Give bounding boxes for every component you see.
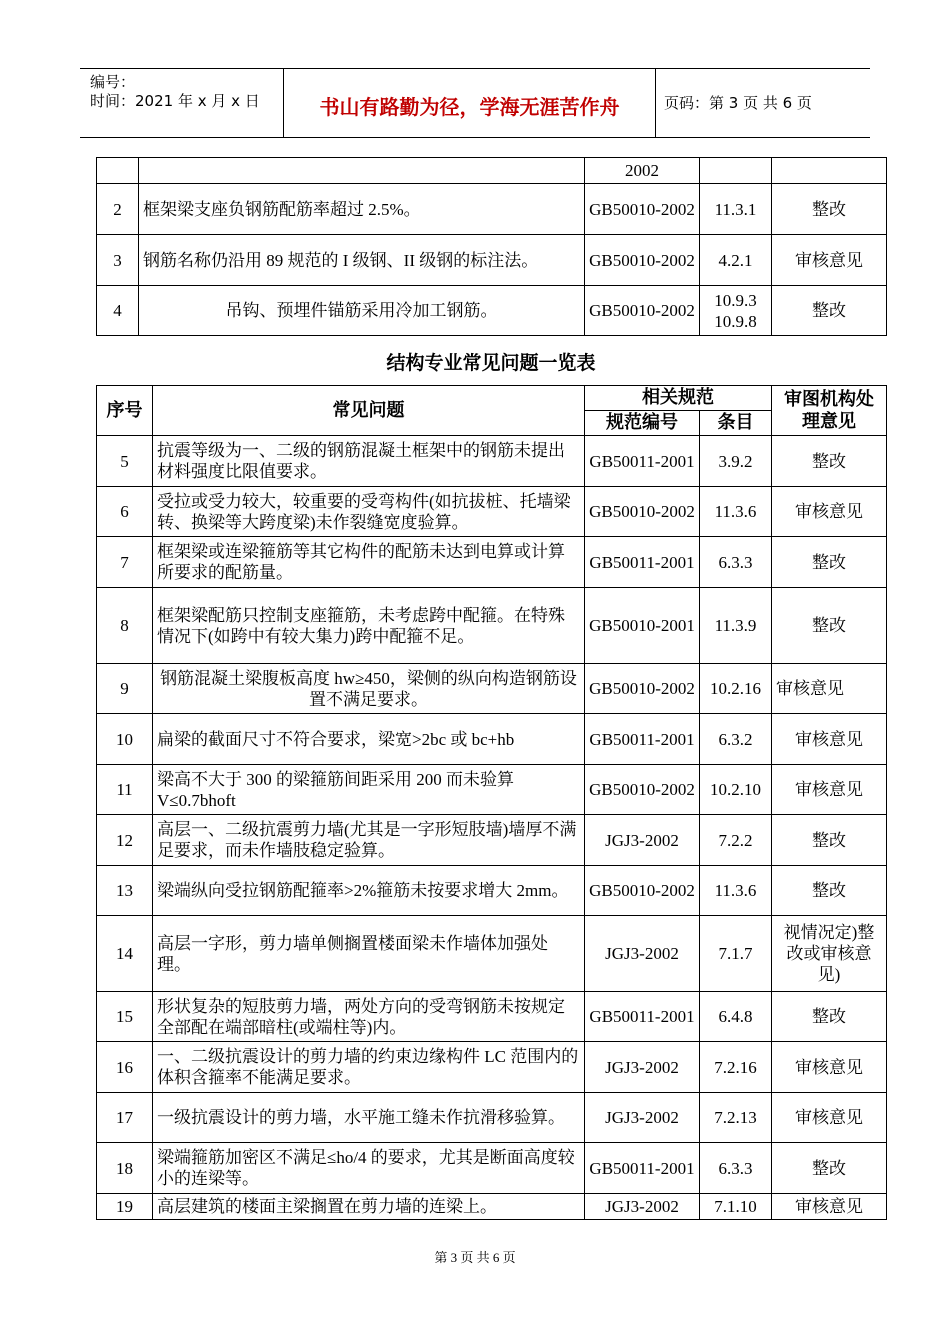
table-row (97, 1194, 887, 1220)
row-seq: 9 (97, 664, 153, 714)
row-opinion: 整改 (772, 992, 887, 1042)
row-opinion: 整改 (772, 286, 887, 336)
row-seq: 16 (97, 1042, 153, 1093)
row-opinion: 审核意见 (772, 1042, 887, 1093)
row-opinion: 视情况定)整改或审核意见) (772, 916, 887, 992)
row-seq: 8 (97, 588, 153, 664)
row-clause: 6.3.3 (700, 537, 772, 588)
row-clause: 11.3.9 (700, 588, 772, 664)
table-row (97, 158, 887, 184)
row-code: GB50010-2002 (585, 866, 700, 916)
row-opinion: 整改 (772, 537, 887, 588)
row-clause: 7.1.10 (700, 1194, 772, 1220)
page-footer: 第 3 页 共 6 页 (434, 1250, 516, 1265)
row-clause: 7.2.13 (700, 1093, 772, 1143)
table-row (97, 235, 887, 286)
row-code: JGJ3-2002 (585, 1042, 700, 1093)
table-row (97, 1093, 887, 1143)
row-opinion: 审核意见 (772, 664, 887, 714)
row-code: GB50011-2001 (585, 1143, 700, 1194)
row-code: GB50010-2002 (585, 235, 700, 286)
row-code: JGJ3-2002 (585, 916, 700, 992)
row-clause: 11.3.1 (700, 184, 772, 235)
row-seq: 13 (97, 866, 153, 916)
row-code: GB50010-2001 (585, 588, 700, 664)
header-row (97, 386, 887, 411)
row-issue: 梁端纵向受拉钢筋配箍率>2%箍筋未按要求增大 2mm。 (153, 866, 585, 916)
header-opinion: 审图机构处理意见 (772, 386, 887, 436)
row-clause (700, 158, 772, 184)
row-issue: 抗震等级为一、二级的钢筋混凝土框架中的钢筋未提出材料强度比限值要求。 (153, 436, 585, 487)
row-clause: 10.2.16 (700, 664, 772, 714)
row-opinion: 审核意见 (772, 1194, 887, 1220)
header-page-cell (656, 69, 870, 137)
row-opinion: 审核意见 (772, 714, 887, 765)
row-opinion: 审核意见 (772, 765, 887, 815)
header-seq: 序号 (97, 386, 153, 436)
row-seq (97, 158, 139, 184)
row-opinion: 审核意见 (772, 1093, 887, 1143)
row-seq: 6 (97, 487, 153, 537)
row-opinion: 整改 (772, 1143, 887, 1194)
header-issue: 常见问题 (153, 386, 585, 436)
row-opinion: 审核意见 (772, 487, 887, 537)
row-issue: 框架梁支座负钢筋配筋率超过 2.5%。 (139, 184, 585, 235)
table-row (97, 664, 887, 714)
table-row (97, 1143, 887, 1194)
row-seq: 4 (97, 286, 139, 336)
row-clause: 6.3.2 (700, 714, 772, 765)
row-issue: 高层一、二级抗震剪力墙(尤其是一字形短肢墙)墙厚不满足要求，而未作墙肢稳定验算。 (153, 815, 585, 866)
row-clause: 7.1.7 (700, 916, 772, 992)
header-spec-code: 规范编号 (585, 411, 700, 436)
time-label: 时间：2021 年 x 月 x 日 (90, 92, 260, 110)
page-header (80, 68, 870, 138)
table-row (97, 714, 887, 765)
row-seq: 3 (97, 235, 139, 286)
table-row (97, 487, 887, 537)
row-clause: 10.2.10 (700, 765, 772, 815)
row-issue: 扁梁的截面尺寸不符合要求，梁宽>2bc 或 bc+hb (153, 714, 585, 765)
row-issue: 一级抗震设计的剪力墙，水平施工缝未作抗滑移验算。 (153, 1093, 585, 1143)
row-seq: 18 (97, 1143, 153, 1194)
table-row (97, 588, 887, 664)
header-meta (80, 69, 284, 137)
header-clause: 条目 (700, 411, 772, 436)
section-title: 结构专业常见问题一览表 (386, 352, 596, 374)
top-table (96, 157, 887, 336)
row-clause: 11.3.6 (700, 487, 772, 537)
table-row (97, 286, 887, 336)
row-opinion (772, 158, 887, 184)
row-seq: 14 (97, 916, 153, 992)
row-clause: 7.2.16 (700, 1042, 772, 1093)
row-code: GB50010-2002 (585, 765, 700, 815)
row-code: GB50010-2002 (585, 184, 700, 235)
row-issue: 梁端箍筋加密区不满足≤ho/4 的要求，尤其是断面高度较小的连梁等。 (153, 1143, 585, 1194)
row-issue: 形状复杂的短肢剪力墙，两处方向的受弯钢筋未按规定全部配在端部暗柱(或端柱等)内。 (153, 992, 585, 1042)
row-code: GB50010-2002 (585, 487, 700, 537)
row-clause: 6.4.8 (700, 992, 772, 1042)
table-row (97, 184, 887, 235)
row-code: JGJ3-2002 (585, 815, 700, 866)
table-row (97, 916, 887, 992)
table-row (97, 992, 887, 1042)
row-seq: 19 (97, 1194, 153, 1220)
header-motto: 书山有路勤为径，学海无涯苦作舟 (319, 95, 620, 119)
number-label: 编号： (90, 73, 136, 91)
row-seq: 17 (97, 1093, 153, 1143)
table-row (97, 765, 887, 815)
row-seq: 2 (97, 184, 139, 235)
table-row (97, 815, 887, 866)
row-code: JGJ3-2002 (585, 1093, 700, 1143)
row-clause: 10.9.3 10.9.8 (700, 286, 772, 336)
row-opinion: 整改 (772, 866, 887, 916)
row-seq: 12 (97, 815, 153, 866)
row-code: GB50011-2001 (585, 992, 700, 1042)
row-clause: 4.2.1 (700, 235, 772, 286)
main-table (96, 385, 887, 1220)
row-seq: 5 (97, 436, 153, 487)
row-clause: 7.2.2 (700, 815, 772, 866)
row-issue (139, 158, 585, 184)
row-seq: 7 (97, 537, 153, 588)
row-issue: 高层建筑的楼面主梁搁置在剪力墙的连梁上。 (153, 1194, 585, 1220)
table-row (97, 537, 887, 588)
row-opinion: 整改 (772, 815, 887, 866)
header-page-info: 页码：第 3 页 共 6 页 (664, 94, 812, 112)
row-clause: 6.3.3 (700, 1143, 772, 1194)
row-issue: 吊钩、预埋件锚筋采用冷加工钢筋。 (139, 286, 585, 336)
row-code: GB50010-2002 (585, 286, 700, 336)
table-row (97, 1042, 887, 1093)
row-issue: 框架梁或连梁箍筋等其它构件的配筋未达到电算或计算所要求的配筋量。 (153, 537, 585, 588)
row-issue: 一、二级抗震设计的剪力墙的约束边缘构件 LC 范围内的体积含箍率不能满足要求。 (153, 1042, 585, 1093)
row-code: GB50011-2001 (585, 537, 700, 588)
row-code: JGJ3-2002 (585, 1194, 700, 1220)
row-code: GB50011-2001 (585, 436, 700, 487)
row-issue: 高层一字形，剪力墙单侧搁置楼面梁未作墙体加强处理。 (153, 916, 585, 992)
row-opinion: 整改 (772, 588, 887, 664)
row-seq: 11 (97, 765, 153, 815)
table-row (97, 436, 887, 487)
row-issue: 受拉或受力较大，较重要的受弯构件(如抗拔桩、托墙梁转、换梁等大跨度梁)未作裂缝宽度验算。 (153, 487, 585, 537)
row-code: GB50011-2001 (585, 714, 700, 765)
row-seq: 15 (97, 992, 153, 1042)
row-clause: 3.9.2 (700, 436, 772, 487)
row-opinion: 整改 (772, 436, 887, 487)
row-issue: 钢筋名称仍沿用 89 规范的 I 级钢、II 级钢的标注法。 (139, 235, 585, 286)
row-opinion: 审核意见 (772, 235, 887, 286)
header-spec-group: 相关规范 (585, 386, 772, 411)
row-issue: 框架梁配筋只控制支座箍筋，未考虑跨中配箍。在特殊情况下(如跨中有较大集力)跨中配箍不足。 (153, 588, 585, 664)
row-code: 2002 (585, 158, 700, 184)
row-seq: 10 (97, 714, 153, 765)
row-clause: 11.3.6 (700, 866, 772, 916)
row-issue: 梁高不大于 300 的梁箍筋间距采用 200 而未验算 V≤0.7bhoft (153, 765, 585, 815)
row-issue: 钢筋混凝土梁腹板高度 hw≥450，梁侧的纵向构造钢筋设置不满足要求。 (153, 664, 585, 714)
row-opinion: 整改 (772, 184, 887, 235)
row-code: GB50010-2002 (585, 664, 700, 714)
header-motto-cell (284, 69, 656, 137)
table-row (97, 866, 887, 916)
